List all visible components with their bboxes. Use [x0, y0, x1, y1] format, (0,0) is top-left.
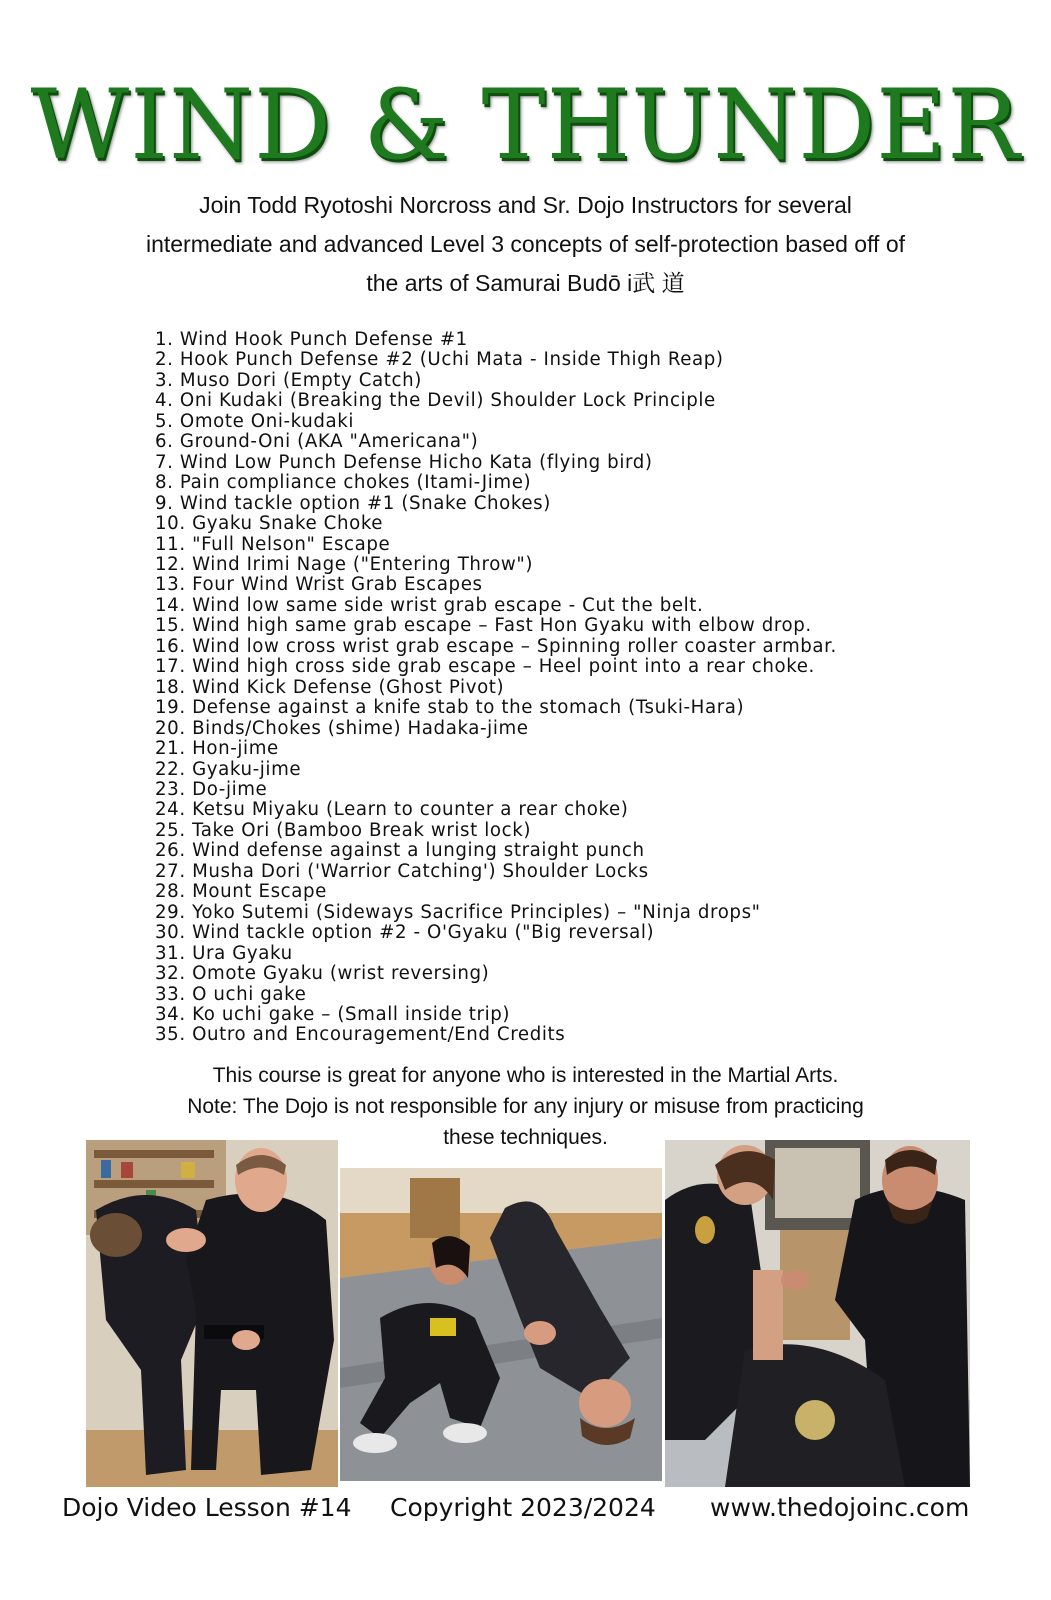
lesson-list: [155, 330, 1015, 1046]
list-item: 1. Wind Hook Punch Defense #1: [155, 329, 468, 350]
website-link[interactable]: www.thedojoinc.com: [710, 1493, 970, 1522]
note-line-1: This course is great for anyone who is interested in the Martial Arts.: [212, 1064, 839, 1087]
list-item: 18. Wind Kick Defense (Ghost Pivot): [155, 676, 505, 698]
intro-line-1: Join Todd Ryotoshi Norcross and Sr. Dojo Instructors for several: [199, 192, 852, 218]
intro-line-2: intermediate and advanced Level 3 concepts of self-protection based off of: [145, 231, 906, 257]
list-item: 24. Ketsu Miyaku (Learn to counter a rear choke): [155, 799, 629, 821]
list-item: 35. Outro and Encouragement/End Credits: [155, 1024, 566, 1046]
list-item: 11. "Full Nelson" Escape: [155, 533, 391, 555]
intro-line-3: the arts of Samurai Budō i武 道: [366, 270, 685, 296]
photo-wrist-lock: [665, 1140, 970, 1487]
list-item: 27. Musha Dori ('Warrior Catching') Shoulder Locks: [155, 860, 649, 882]
footer: [0, 1488, 1051, 1528]
list-item: 9. Wind tackle option #1 (Snake Chokes): [155, 492, 551, 514]
note-line-3: these techniques.: [443, 1126, 608, 1149]
list-item: 25. Take Ori (Bamboo Break wrist lock): [155, 819, 532, 841]
list-item: 26. Wind defense against a lunging straight punch: [155, 840, 645, 862]
list-item: 33. O uchi gake: [155, 983, 307, 1005]
list-item: 6. Ground-Oni (AKA "Americana"): [155, 431, 479, 453]
list-item: 28. Mount Escape: [155, 881, 327, 903]
list-item: 5. Omote Oni-kudaki: [155, 410, 355, 432]
list-item: 31. Ura Gyaku: [155, 942, 293, 964]
list-item: 8. Pain compliance chokes (Itami-Jime): [155, 472, 532, 494]
list-item: 19. Defense against a knife stab to the stomach (Tsuki-Hara): [155, 697, 745, 719]
list-item: 16. Wind low cross wrist grab escape – Spinning roller coaster armbar.: [155, 635, 837, 657]
list-item: 12. Wind Irimi Nage ("Entering Throw"): [155, 553, 534, 575]
lesson-number: Dojo Video Lesson #14: [62, 1493, 352, 1522]
list-item: 10. Gyaku Snake Choke: [155, 513, 384, 535]
photo-throw: [340, 1168, 662, 1481]
list-item: 15. Wind high same grab escape – Fast Hon Gyaku with elbow drop.: [155, 615, 812, 637]
copyright: Copyright 2023/2024: [390, 1493, 656, 1522]
list-item: 29. Yoko Sutemi (Sideways Sacrifice Principles) – "Ninja drops": [155, 901, 761, 923]
list-item: 23. Do-jime: [155, 778, 268, 800]
list-item: 20. Binds/Chokes (shime) Hadaka-jime: [155, 717, 529, 739]
list-item: 17. Wind high cross side grab escape – Heel point into a rear choke.: [155, 656, 815, 678]
list-item: 34. Ko uchi gake – (Small inside trip): [155, 1003, 511, 1025]
list-item: 22. Gyaku-jime: [155, 758, 302, 780]
list-item: 32. Omote Gyaku (wrist reversing): [155, 963, 490, 985]
list-item: 3. Muso Dori (Empty Catch): [155, 369, 422, 391]
list-item: 30. Wind tackle option #2 - O'Gyaku ("Big reversal): [155, 922, 655, 944]
list-item: 13. Four Wind Wrist Grab Escapes: [155, 574, 483, 596]
note-line-2: Note: The Dojo is not responsible for any injury or misuse from practicing: [187, 1095, 864, 1118]
page-title: WIND & THUNDER: [30, 69, 1021, 181]
list-item: 4. Oni Kudaki (Breaking the Devil) Shoulder Lock Principle: [155, 390, 716, 412]
list-item: 21. Hon-jime: [155, 738, 279, 760]
photo-shoulder-lock: [86, 1140, 338, 1487]
list-item: 7. Wind Low Punch Defense Hicho Kata (flying bird): [155, 451, 653, 473]
intro-text: [70, 186, 981, 303]
list-item: 2. Hook Punch Defense #2 (Uchi Mata - Inside Thigh Reap): [155, 349, 724, 371]
list-item: 14. Wind low same side wrist grab escape - Cut the belt.: [155, 594, 704, 616]
